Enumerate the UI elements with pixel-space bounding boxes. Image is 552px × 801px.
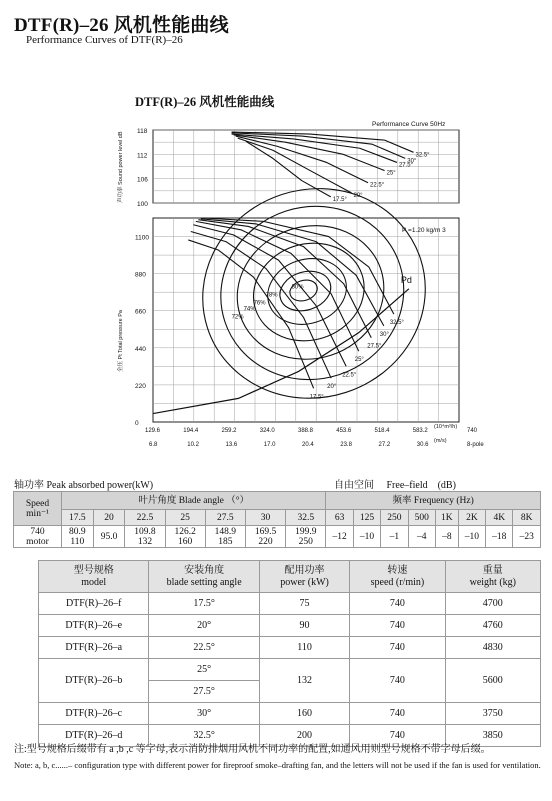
angle-cell: 30°: [149, 703, 259, 725]
model-cell: DTF(R)–26–c: [39, 703, 149, 725]
power-cell: 90: [259, 615, 349, 637]
pressure-y-tick: 660: [135, 308, 146, 316]
speed-cell: 740: [350, 637, 445, 659]
weight-cell: 3850: [445, 725, 540, 747]
noise-cell-7: –23: [513, 526, 541, 548]
weight-cell: 4760: [445, 615, 540, 637]
efficiency-label: 80%: [291, 284, 304, 291]
pressure-y-tick: 0: [135, 420, 139, 427]
blade-curve-label: 20°: [327, 384, 337, 391]
weight-cell: 3750: [445, 703, 540, 725]
angle-cell: 32.5°: [149, 725, 259, 747]
header-cn: 转速: [387, 564, 408, 576]
power-noise-table: [13, 491, 541, 548]
freq-col-7: 8K: [513, 510, 541, 526]
efficiency-contour-6: [175, 160, 452, 427]
blade-angle-header: 叶片角度 Blade angle （°）: [62, 492, 326, 510]
efficiency-label: 78%: [265, 292, 278, 299]
angle-col-1: 20: [93, 510, 125, 526]
flow-x-tick: 129.6: [145, 428, 161, 434]
pressure-y-tick: 220: [135, 382, 146, 390]
blade-curve-label: 32.5°: [389, 320, 404, 327]
power-cell-4: [205, 526, 245, 548]
speed-x-tick: 27.2: [378, 442, 391, 448]
header-cn: 重量: [482, 564, 503, 576]
system-curve-label: Pd: [400, 274, 412, 285]
angle-col-6: 32.5: [286, 510, 326, 526]
power-cell-5: [245, 526, 285, 548]
header-cn: 安装角度: [184, 564, 225, 576]
speed-x-tick: 30.6: [416, 442, 429, 448]
speed-cell: 740: [350, 615, 445, 637]
model-cell: DTF(R)–26–f: [39, 593, 149, 615]
sound-y-tick: 100: [137, 201, 148, 208]
power-cell-1: [93, 526, 125, 548]
flow-x-tick: 259.2: [221, 428, 237, 434]
speed-x-tick: 6.8: [149, 442, 158, 448]
frequency-header: 频率 Frequency (Hz): [326, 492, 541, 510]
model-spec-table: [38, 560, 541, 747]
flow-x-unit: (10⁴m³/h): [434, 424, 458, 430]
header-en: weight (kg): [469, 576, 516, 588]
freq-col-5: 2K: [458, 510, 485, 526]
speed-x-tick: 13.6: [225, 442, 238, 448]
power-cell-2: [125, 526, 165, 548]
speed-cell: 740: [350, 703, 445, 725]
table-row: [39, 659, 541, 681]
weight-cell: 4830: [445, 637, 540, 659]
motor-power-value: 160: [178, 536, 193, 547]
sound-y-tick: 106: [137, 176, 148, 184]
angle-col-2: 22.5: [125, 510, 165, 526]
power-cell: 75: [259, 593, 349, 615]
flow-x-tick: 324.0: [259, 428, 275, 434]
power-cell-6: [286, 526, 326, 548]
angle-col-4: 27.5: [205, 510, 245, 526]
flow-x-tick: 583.2: [412, 428, 428, 434]
noise-label-cn: 自由空间: [334, 480, 374, 491]
model-header-4: [445, 561, 540, 593]
efficiency-label: 74%: [243, 306, 256, 313]
angle-col-0: 17.5: [62, 510, 94, 526]
power-value: 169.5: [254, 526, 277, 537]
freq-col-2: 250: [381, 510, 408, 526]
table-row: [39, 637, 541, 659]
noise-cell-0: –12: [326, 526, 353, 548]
motor-power-value: 132: [137, 536, 153, 547]
blade-curve-label: 22.5°: [342, 372, 357, 379]
power-cell: 110: [259, 637, 349, 659]
chart-title: DTF(R)–26 风机性能曲线: [135, 95, 275, 109]
sound-curve-3: [234, 135, 385, 171]
sound-curve-label: 17.5°: [332, 196, 347, 203]
model-header-1: [149, 561, 259, 593]
sound-curve-label: 22.5°: [370, 182, 385, 189]
power-cell: 160: [259, 703, 349, 725]
weight-cell: 4700: [445, 593, 540, 615]
freq-col-6: 4K: [486, 510, 513, 526]
blade-curve-label: 17.5°: [309, 394, 324, 401]
flow-x-tick: 518.4: [374, 428, 390, 434]
speed-value: 740: [30, 526, 45, 537]
sound-y-tick: 112: [137, 152, 148, 160]
freq-col-1: 125: [353, 510, 380, 526]
power-value: 95.0: [100, 531, 118, 542]
power-cell: 200: [259, 725, 349, 747]
noise-label-en: Free–field: [386, 480, 428, 491]
noise-cell-1: –10: [353, 526, 380, 548]
header-en: power (kW): [280, 576, 329, 588]
noise-cell-6: –18: [486, 526, 513, 548]
angle-cell: 27.5°: [149, 681, 259, 703]
power-value: 109.8: [134, 526, 156, 537]
sound-curve-label: 30°: [407, 158, 417, 165]
speed-x-tick: 17.0: [263, 442, 276, 448]
blade-curve-label: 30°: [379, 331, 389, 338]
table-row: [39, 615, 541, 637]
speed-x-tick: 8-pole: [467, 442, 484, 448]
speed-cell: 740: [350, 593, 445, 615]
density-annotation: P =1.20 kg/m 3: [402, 227, 446, 234]
blade-curve-label: 25°: [354, 357, 364, 364]
speed-header-cell: [14, 492, 62, 526]
speed-header: Speed: [25, 498, 50, 509]
sound-y-tick: 118: [137, 128, 148, 135]
pressure-y-tick: 880: [135, 271, 146, 279]
power-value: 80.9: [69, 526, 86, 537]
noise-cell-3: –4: [408, 526, 435, 548]
model-header-2: [259, 561, 349, 593]
power-value: 126.2: [174, 526, 196, 537]
speed-x-unit: (m/s): [434, 438, 447, 444]
blade-curve-6: [203, 218, 393, 314]
power-cell-3: [165, 526, 205, 548]
motor-power-value: 185: [218, 536, 233, 547]
model-cell: DTF(R)–26–b: [39, 659, 149, 703]
model-cell: DTF(R)–26–e: [39, 615, 149, 637]
power-value: 148.9: [214, 526, 237, 537]
pressure-y-label: 全压 Pt Total pressure Pa: [118, 310, 124, 372]
flow-x-tick: 194.4: [183, 428, 199, 434]
table-row: [39, 703, 541, 725]
sound-curve-2: [236, 136, 368, 183]
note-english: Note: a, b, c......– configuration type with different power for fireproof smoke–drafting fan, and the letters will not be used if the fan is used for ventilation.: [14, 760, 541, 770]
angle-cell: 25°: [149, 659, 259, 681]
weight-cell: 5600: [445, 659, 540, 703]
speed-x-tick: 23.8: [340, 442, 352, 448]
speed-unit: min⁻¹: [26, 508, 49, 519]
table-row: [39, 593, 541, 615]
flow-x-tick: 388.8: [298, 428, 314, 434]
motor-power-value: 250: [298, 536, 313, 547]
power-cell: 132: [259, 659, 349, 703]
sound-curve-label: 25°: [386, 170, 396, 177]
speed-note: motor: [26, 536, 49, 547]
speed-value-cell: [14, 526, 62, 548]
power-value: 199.9: [295, 526, 317, 537]
angle-col-3: 25: [165, 510, 205, 526]
pressure-y-tick: 440: [135, 345, 146, 353]
speed-cell: 740: [350, 725, 445, 747]
angle-cell: 17.5°: [149, 593, 259, 615]
header-cn: 配用功率: [284, 564, 325, 576]
noise-label: [334, 476, 456, 491]
efficiency-label: 76%: [253, 300, 266, 307]
model-cell: DTF(R)–26–d: [39, 725, 149, 747]
angle-col-5: 30: [245, 510, 285, 526]
sound-y-label: 声功率 Sound power level dB: [118, 131, 124, 203]
page-title: DTF(R)–26 风机性能曲线: [14, 15, 229, 36]
power-cell-0: [62, 526, 94, 548]
pressure-y-tick: 1100: [135, 234, 149, 242]
model-cell: DTF(R)–26–a: [39, 637, 149, 659]
freq-col-3: 500: [408, 510, 435, 526]
angle-cell: 22.5°: [149, 637, 259, 659]
speed-cell: 740: [350, 659, 445, 703]
sound-curve-label: 32.5°: [415, 152, 430, 159]
model-header-0: [39, 561, 149, 593]
flow-x-tick: 453.6: [336, 428, 352, 434]
note-chinese: 注:型号规格后缀带有 a ,b ,c 等字母,表示消防排烟用风机不同功率的配置,如通风用则型号规格不带字母后缀。: [14, 744, 491, 755]
speed-x-tick: 20.4: [302, 442, 314, 448]
noise-cell-4: –8: [435, 526, 458, 548]
blade-curve-label: 27.5°: [367, 343, 382, 350]
flow-x-tick: 740: [467, 428, 478, 434]
sound-chart-subtitle: Performance Curve 50Hz: [372, 121, 446, 128]
sound-curve-label: 27.5°: [398, 162, 414, 169]
header-en: blade setting angle: [166, 576, 242, 588]
page-subtitle: Performance Curves of DTF(R)–26: [26, 34, 183, 46]
header-en: model: [81, 576, 107, 588]
model-header-3: [350, 561, 445, 593]
sound-curve-label: 20°: [353, 192, 363, 199]
motor-power-value: 110: [70, 536, 85, 547]
angle-cell: 20°: [149, 615, 259, 637]
efficiency-label: 72%: [231, 314, 244, 321]
speed-x-tick: 10.2: [187, 442, 199, 448]
noise-label-unit: (dB): [437, 480, 456, 491]
noise-cell-5: –10: [458, 526, 485, 548]
header-en: speed (r/min): [370, 576, 425, 588]
freq-col-0: 63: [326, 510, 353, 526]
motor-power-value: 220: [258, 536, 273, 547]
power-label: 轴功率 Peak absorbed power(kW): [14, 480, 154, 491]
header-cn: 型号规格: [73, 564, 114, 576]
freq-col-4: 1K: [435, 510, 458, 526]
noise-cell-2: –1: [381, 526, 408, 548]
